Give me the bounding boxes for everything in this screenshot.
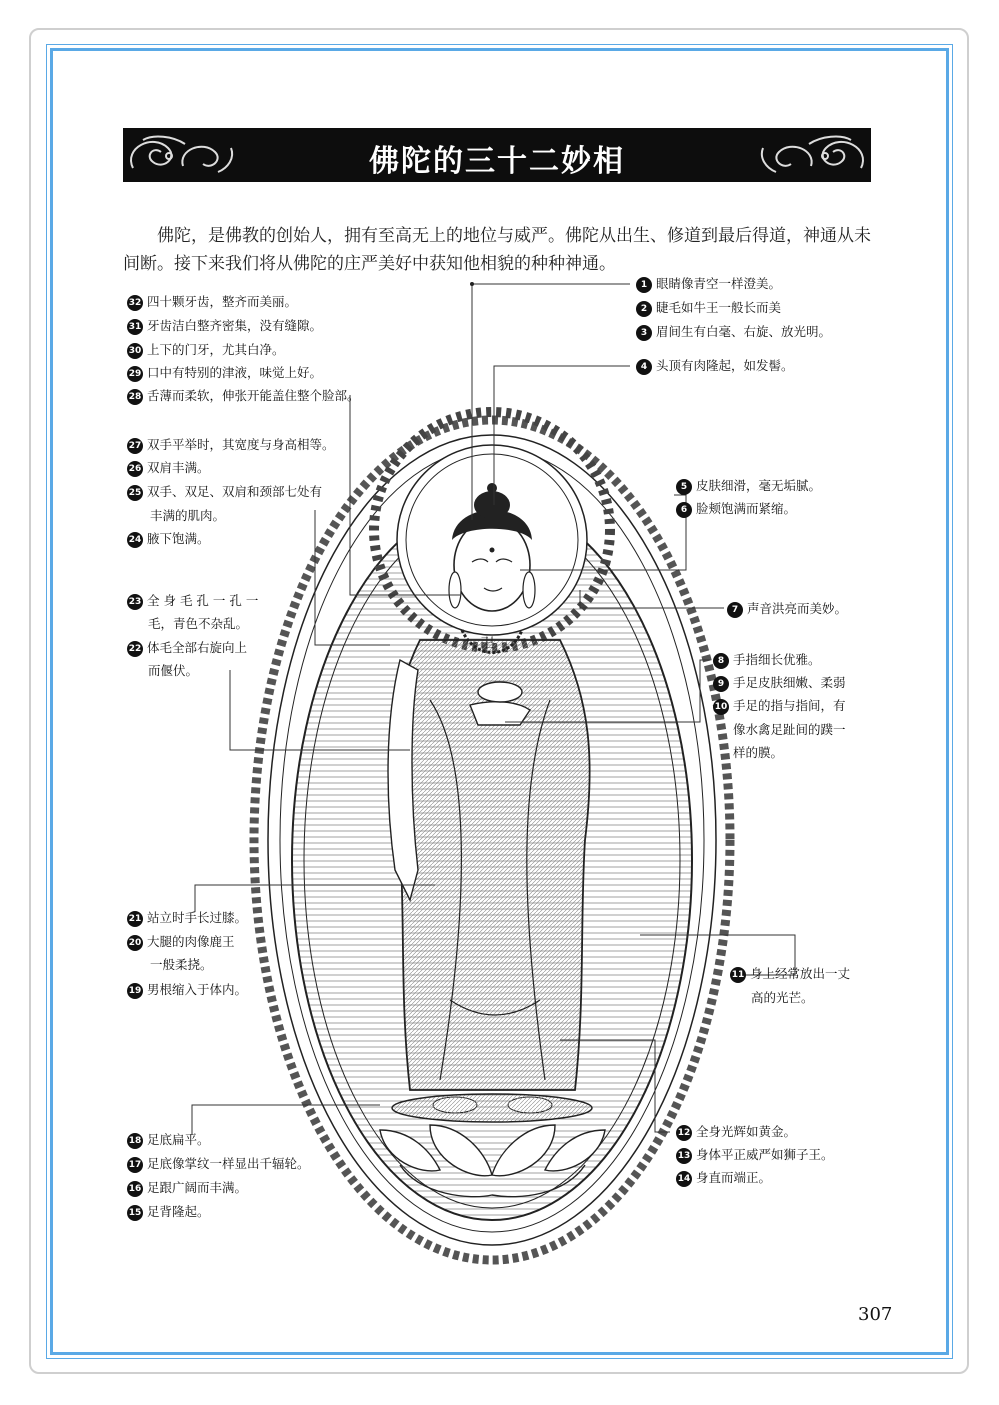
label-22: 22 体毛全部右旋向上 <box>128 640 248 655</box>
marker-24: 24 <box>127 532 143 548</box>
marker-20: 20 <box>127 935 143 951</box>
label-30: 30 上下的门牙，尤其白净。 <box>128 342 285 357</box>
marker-32: 32 <box>127 295 143 311</box>
label-7: 7 声音洪亮而美妙。 <box>727 597 847 620</box>
label-12: 12 全身光辉如黄金。 <box>677 1124 797 1139</box>
label-24: 24 腋下饱满。 <box>128 531 210 546</box>
marker-17: 17 <box>127 1157 143 1173</box>
page-number: 307 <box>858 1304 893 1325</box>
label-23-line-2: 毛，青色不杂乱。 <box>148 616 249 631</box>
marker-10: 10 <box>713 699 729 715</box>
label-3: 3 眉间生有白毫、右旋、放光明。 <box>636 320 831 343</box>
marker-23: 23 <box>127 594 143 610</box>
marker-2: 2 <box>636 301 652 317</box>
marker-12: 12 <box>676 1125 692 1141</box>
marker-6: 6 <box>676 502 692 518</box>
label-9: 9 手足皮肤细嫩、柔弱 <box>713 671 846 694</box>
label-6: 6 脸颊饱满而紧缩。 <box>676 497 796 520</box>
marker-18: 18 <box>127 1133 143 1149</box>
marker-11: 11 <box>730 967 746 983</box>
page-title: 佛陀的三十二妙相 <box>369 144 625 179</box>
label-26: 26 双肩丰满。 <box>128 460 210 475</box>
label-28: 28 舌薄而柔软，伸张开能盖住整个脸部。 <box>128 388 360 403</box>
marker-30: 30 <box>127 343 143 359</box>
marker-7: 7 <box>727 602 743 618</box>
label-10: 10 手足的指与指间，有 <box>714 698 846 713</box>
marker-1: 1 <box>636 277 652 293</box>
buddha-face <box>454 519 530 611</box>
label-8: 8 手指细长优雅。 <box>713 648 821 671</box>
marker-9: 9 <box>713 676 729 692</box>
label-10-line-3: 样的膜。 <box>733 745 784 760</box>
marker-19: 19 <box>127 983 143 999</box>
label-14: 14 身直而端正。 <box>677 1170 772 1185</box>
intro-paragraph: 佛陀，是佛教的创始人，拥有至高无上的地位与威严。佛陀从出生、修道到最后得道，神通从未间断。接下来我们将从佛陀的庄严美好中获知他相貌的种种神通。 <box>123 226 871 274</box>
label-31: 31 牙齿洁白整齐密集，没有缝隙。 <box>128 318 323 333</box>
marker-5: 5 <box>676 479 692 495</box>
label-17: 17 足底像掌纹一样显出千辐轮。 <box>128 1156 310 1171</box>
marker-27: 27 <box>127 438 143 454</box>
lotus-top <box>392 1094 592 1122</box>
label-19: 19 男根缩入于体内。 <box>128 982 248 997</box>
label-11: 11 身上经常放出一丈 <box>731 966 851 981</box>
label-22-line-2: 而偃伏。 <box>148 663 199 678</box>
marker-15: 15 <box>127 1205 143 1221</box>
label-29: 29 口中有特别的津液，味觉上好。 <box>128 365 323 380</box>
marker-16: 16 <box>127 1181 143 1197</box>
label-13: 13 身体平正威严如狮子王。 <box>677 1147 834 1162</box>
marker-25: 25 <box>127 485 143 501</box>
marker-28: 28 <box>127 389 143 405</box>
label-32: 32 四十颗牙齿，整齐而美丽。 <box>128 294 298 309</box>
label-11-line-2: 高的光芒。 <box>751 990 814 1005</box>
marker-14: 14 <box>676 1171 692 1187</box>
label-20: 20 大腿的肉像鹿王 <box>128 934 235 949</box>
label-25: 25 双手、双足、双肩和颈部七处有 <box>128 484 323 499</box>
marker-29: 29 <box>127 366 143 382</box>
label-2: 2 睫毛如牛王一般长而美 <box>636 296 781 319</box>
marker-13: 13 <box>676 1148 692 1164</box>
marker-8: 8 <box>713 653 729 669</box>
marker-4: 4 <box>636 359 652 375</box>
label-4: 4 头顶有肉隆起，如发髻。 <box>636 354 794 377</box>
label-15: 15 足背隆起。 <box>128 1204 210 1219</box>
label-18: 18 足底扁平。 <box>128 1132 210 1147</box>
label-25-line-2: 丰满的肌肉。 <box>150 508 226 523</box>
label-20-line-2: 一般柔挠。 <box>150 957 213 972</box>
label-27: 27 双手平举时，其宽度与身高相等。 <box>128 437 335 452</box>
label-21: 21 站立时手长过膝。 <box>128 910 248 925</box>
marker-3: 3 <box>636 325 652 341</box>
label-5: 5 皮肤细滑，毫无垢腻。 <box>676 474 821 497</box>
marker-22: 22 <box>127 641 143 657</box>
marker-26: 26 <box>127 461 143 477</box>
marker-31: 31 <box>127 319 143 335</box>
label-10-line-2: 像水禽足趾间的蹼一 <box>733 722 846 737</box>
marker-21: 21 <box>127 911 143 927</box>
label-1: 1 眼睛像青空一样澄美。 <box>636 272 781 295</box>
label-23: 23 全 身 毛 孔 一 孔 一 <box>128 593 259 608</box>
svg-text:卍: 卍 <box>480 636 494 652</box>
label-16: 16 足跟广阔而丰满。 <box>128 1180 248 1195</box>
